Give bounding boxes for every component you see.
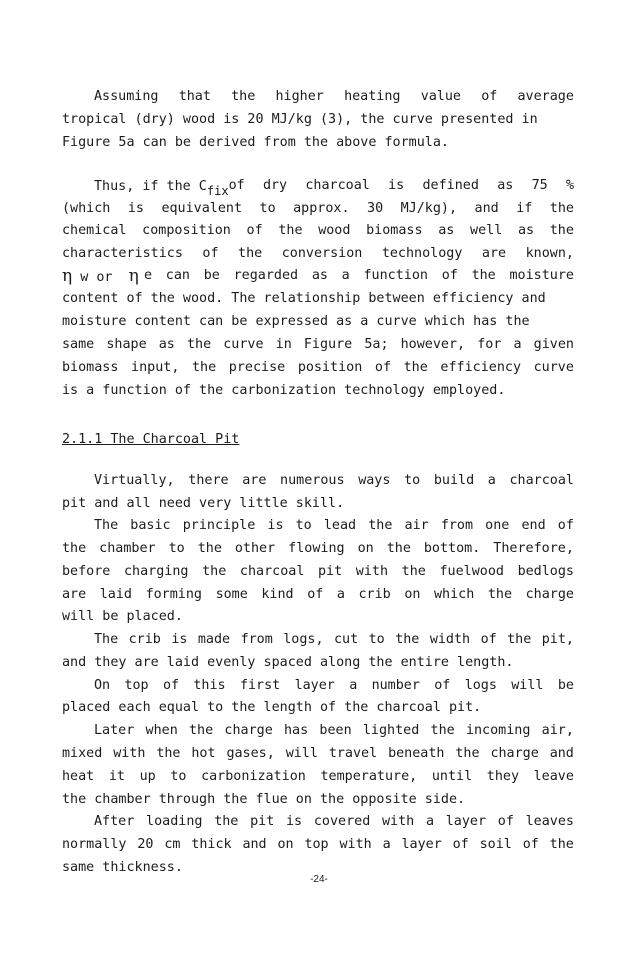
para3-line3: [94, 517, 574, 535]
word: layer: [294, 678, 335, 693]
word: to: [404, 473, 421, 488]
word: of: [228, 178, 245, 193]
word: covered: [313, 814, 371, 829]
word: of: [441, 268, 458, 283]
word: chemical: [62, 223, 127, 238]
word: in: [275, 337, 292, 352]
word: charge: [224, 723, 273, 738]
word: input,: [131, 360, 180, 375]
word: the: [214, 814, 239, 829]
word: kind: [261, 587, 294, 602]
word: the: [202, 564, 227, 579]
para3-line1: [94, 472, 574, 490]
word: of: [374, 360, 392, 375]
word: biomass: [62, 360, 119, 375]
para2-line5-lead: η w or η: [62, 266, 139, 286]
word: up: [139, 769, 156, 784]
word: chamber: [99, 541, 156, 556]
word: regarded: [233, 268, 299, 283]
word: defined: [422, 178, 479, 193]
para3-line11: placed each equal to the length of the charcoal pit.: [62, 700, 482, 715]
word: travel: [328, 746, 378, 761]
word: from: [240, 632, 273, 647]
word: been: [319, 723, 352, 738]
word: composition: [142, 223, 231, 238]
word: temperature,: [320, 769, 418, 784]
word: beneath: [388, 746, 445, 761]
word: is: [127, 201, 144, 216]
word: 20: [137, 837, 154, 852]
word: as: [438, 223, 455, 238]
word: are: [481, 246, 507, 261]
word: Assuming: [94, 89, 159, 104]
section-heading: 2.1.1 The Charcoal Pit: [62, 432, 240, 447]
word: is: [286, 814, 303, 829]
word: the: [395, 632, 420, 647]
word: mixed: [62, 746, 103, 761]
word: a: [382, 837, 391, 852]
word: of: [480, 632, 497, 647]
para2-line7: moisture content can be expressed as a curve which has the: [62, 314, 530, 329]
word: lead: [323, 518, 357, 533]
word: pit: [318, 564, 343, 579]
word: made: [197, 632, 231, 647]
para3-line10: [94, 677, 574, 695]
word: charcoal: [509, 473, 574, 488]
word: a: [336, 587, 345, 602]
para2-line6: content of the wood. The relationship between efficiency and: [62, 291, 546, 306]
word: the: [386, 541, 411, 556]
word: basic: [130, 518, 171, 533]
word: of: [162, 678, 180, 693]
word: of: [307, 587, 324, 602]
word: (which: [62, 201, 111, 216]
word: of: [434, 678, 451, 693]
para3-line17: [62, 836, 574, 854]
word: given: [533, 337, 574, 352]
word: crib: [358, 587, 391, 602]
word: dry: [262, 178, 288, 193]
word: one: [485, 518, 510, 533]
word: On: [94, 678, 111, 693]
word: to: [168, 541, 185, 556]
para1-line3: Figure 5a can be derived from the above formula.: [62, 135, 449, 150]
word: the: [156, 746, 181, 761]
word: it: [108, 769, 125, 784]
word: After: [94, 814, 135, 829]
word: e: [144, 268, 153, 283]
word: air,: [541, 723, 574, 738]
word: 30: [367, 201, 384, 216]
word: the: [197, 541, 222, 556]
word: wood: [318, 223, 351, 238]
c-fix-subscript: fix: [206, 184, 229, 198]
word: until: [431, 769, 473, 784]
word: they: [486, 769, 520, 784]
word: position: [297, 360, 363, 375]
word: top: [124, 678, 149, 693]
word: logs: [464, 678, 497, 693]
word: higher: [275, 89, 324, 104]
word: logs,: [283, 632, 324, 647]
word: as: [497, 178, 514, 193]
word: known,: [525, 246, 574, 261]
para2-line1-rest: [229, 177, 574, 196]
word: the: [455, 746, 480, 761]
word: be: [203, 268, 220, 283]
word: the: [368, 518, 393, 533]
para2-line10: is a function of the carbonization technology employed.: [62, 383, 506, 398]
word: for: [477, 337, 502, 352]
word: thick: [191, 837, 232, 852]
word: loading: [146, 814, 203, 829]
eta-symbol: η: [62, 266, 73, 286]
word: the: [401, 564, 426, 579]
word: lighted: [362, 723, 420, 738]
word: is: [388, 178, 405, 193]
word: normally: [62, 837, 127, 852]
word: from: [440, 518, 474, 533]
word: efficiency: [440, 360, 522, 375]
word: fuelwood: [439, 564, 504, 579]
word: with: [113, 746, 146, 761]
word: function: [363, 268, 428, 283]
word: be: [557, 678, 574, 693]
para3-line16: [94, 813, 574, 831]
word: Later: [94, 723, 135, 738]
word: equivalent: [161, 201, 243, 216]
word: biomass: [366, 223, 423, 238]
word: this: [193, 678, 226, 693]
word: curve: [533, 360, 574, 375]
word: moisture: [509, 268, 574, 283]
eta-symbol: η: [128, 266, 139, 286]
word: crib: [128, 632, 161, 647]
word: charge: [525, 587, 574, 602]
word: layer: [445, 814, 487, 829]
para3-line8: [94, 631, 574, 649]
page-number: -24-: [310, 874, 328, 885]
word: of: [522, 837, 539, 852]
word: other: [234, 541, 276, 556]
word: 5a;: [364, 337, 389, 352]
para3-line14: [62, 768, 574, 786]
word: leave: [533, 769, 574, 784]
word: pit,: [541, 632, 574, 647]
word: The: [94, 518, 119, 533]
word: of: [481, 89, 498, 104]
word: will: [285, 746, 318, 761]
word: a: [425, 814, 435, 829]
word: of: [246, 223, 263, 238]
word: is: [171, 632, 188, 647]
para3-line15: the chamber through the flue on the opposite side.: [62, 792, 466, 807]
para3-line5: [62, 563, 574, 581]
word: and: [474, 201, 499, 216]
word: a: [341, 268, 350, 283]
para3-line6: [62, 586, 574, 604]
word: charging: [123, 564, 189, 579]
word: of: [202, 246, 219, 261]
word: well: [470, 223, 503, 238]
word: characteristics: [62, 246, 183, 261]
para2-line9: [62, 359, 574, 377]
word: that: [178, 89, 211, 104]
word: ways: [358, 473, 391, 488]
word: pit: [250, 814, 275, 829]
word: hot: [191, 746, 216, 761]
word: to: [368, 632, 385, 647]
word: conversion: [281, 246, 363, 261]
word: the: [192, 360, 217, 375]
word: if: [516, 201, 533, 216]
para1-line1: [94, 88, 574, 106]
word: there: [188, 473, 229, 488]
word: forming: [145, 587, 202, 602]
word: as: [311, 268, 328, 283]
word: with: [382, 814, 415, 829]
para2-line1-lead: Thus, if the Cfix: [94, 179, 229, 198]
word: to: [259, 201, 276, 216]
word: on: [404, 587, 421, 602]
word: is: [267, 518, 284, 533]
word: of: [497, 814, 514, 829]
para2-line2: [62, 200, 574, 218]
para3-line13: [62, 745, 574, 763]
word: however,: [400, 337, 466, 352]
word: cm: [164, 837, 181, 852]
word: the: [403, 360, 428, 375]
para2-line8: [62, 336, 574, 354]
word: bedlogs: [517, 564, 574, 579]
word: 75: [531, 178, 548, 193]
word: carbonization: [201, 769, 306, 784]
word: before: [62, 564, 111, 579]
word: can: [165, 268, 190, 283]
word: end: [521, 518, 546, 533]
para2-line5-rest: [144, 267, 574, 287]
word: curve: [223, 337, 264, 352]
word: on: [357, 541, 374, 556]
word: the: [487, 587, 513, 602]
word: with: [339, 837, 372, 852]
para3-line4: [62, 540, 574, 558]
word: a: [487, 473, 496, 488]
word: which: [434, 587, 475, 602]
word: build: [433, 473, 475, 488]
word: and: [242, 837, 267, 852]
word: The: [94, 632, 119, 647]
para3-line7: will be placed.: [62, 609, 183, 624]
word: some: [215, 587, 248, 602]
word: the: [189, 723, 214, 738]
word: incoming: [465, 723, 531, 738]
word: are: [62, 587, 87, 602]
word: as: [517, 223, 535, 238]
word: Therefore,: [493, 541, 574, 556]
word: the: [238, 246, 263, 261]
word: shape: [106, 337, 147, 352]
word: heating: [344, 89, 401, 104]
word: width: [429, 632, 471, 647]
word: the: [549, 201, 574, 216]
word: a: [349, 678, 358, 693]
word: value: [420, 89, 461, 104]
word: number: [371, 678, 420, 693]
word: the: [471, 268, 496, 283]
word: to: [170, 769, 187, 784]
word: with: [355, 564, 389, 579]
word: charcoal: [305, 178, 370, 193]
word: cut: [334, 632, 359, 647]
word: soil: [479, 837, 512, 852]
para3-line12: [94, 722, 574, 740]
para2-line5: [62, 267, 574, 287]
word: laid: [99, 587, 132, 602]
word: leaves: [525, 814, 574, 829]
word: charge: [490, 746, 539, 761]
word: MJ/kg),: [400, 201, 458, 216]
word: the: [430, 723, 455, 738]
word: flowing: [288, 541, 345, 556]
para1-line2: tropical (dry) wood is 20 MJ/kg (3), the curve presented in: [62, 112, 538, 127]
word: numerous: [280, 473, 345, 488]
word: of: [557, 518, 574, 533]
word: gases,: [226, 746, 275, 761]
word: heat: [62, 769, 95, 784]
word: Virtually,: [94, 473, 175, 488]
para2-line3: [62, 222, 574, 240]
word: %: [565, 178, 574, 193]
word: charcoal: [239, 564, 305, 579]
word: a: [513, 337, 522, 352]
word: approx.: [293, 201, 350, 216]
word: and: [549, 746, 574, 761]
word: principle: [182, 518, 256, 533]
word: first: [239, 678, 281, 693]
word: top: [304, 837, 329, 852]
word: the: [186, 337, 212, 352]
para2-line1: [94, 177, 574, 196]
word: the: [549, 837, 574, 852]
word: are: [242, 473, 267, 488]
word: the: [62, 541, 87, 556]
word: bottom.: [423, 541, 481, 556]
word: the: [278, 223, 303, 238]
word: layer: [401, 837, 442, 852]
para3-line18: same thickness.: [62, 860, 183, 875]
word: will: [511, 678, 544, 693]
para3-line9: and they are laid evenly spaced along the entire length.: [62, 655, 514, 670]
word: as: [158, 337, 175, 352]
word: same: [62, 337, 95, 352]
word: precise: [228, 360, 286, 375]
word: air: [404, 518, 429, 533]
word: technology: [381, 246, 463, 261]
word: Figure: [303, 337, 353, 352]
para3-line2: pit and all need very little skill.: [62, 496, 345, 511]
word: the: [507, 632, 532, 647]
word: the: [549, 223, 574, 238]
word: the: [231, 89, 256, 104]
para2-line4: [62, 245, 574, 263]
word: on: [277, 837, 294, 852]
word: to: [295, 518, 312, 533]
word: of: [452, 837, 469, 852]
word: has: [284, 723, 309, 738]
word: when: [145, 723, 178, 738]
word: average: [517, 89, 574, 104]
